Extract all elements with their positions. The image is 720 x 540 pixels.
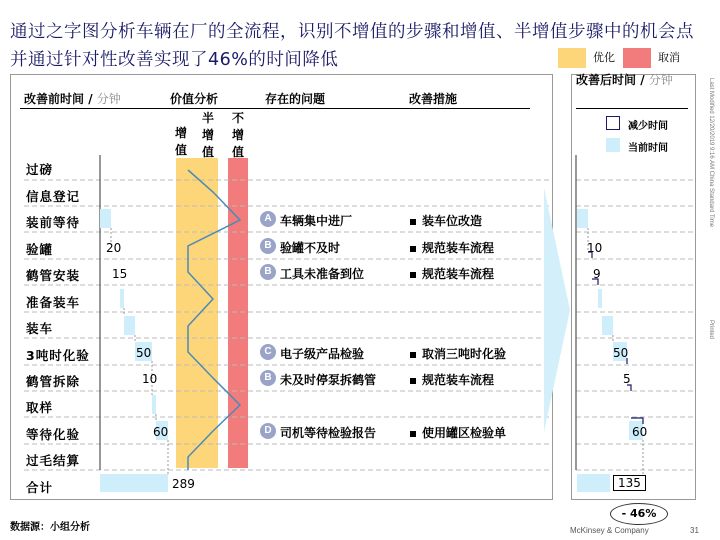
bullet-icon <box>410 219 416 225</box>
problem-text: 验罐不及时 <box>280 241 341 255</box>
transition-arrow <box>544 188 570 432</box>
before-value: 60 <box>153 425 169 439</box>
row-label: 等待化验 <box>26 427 81 442</box>
problem-marker: D <box>260 423 276 439</box>
problem-text: 未及时停泵拆鹤管 <box>280 373 377 387</box>
measure-text: 使用罐区检验单 <box>422 426 507 440</box>
before-total: 289 <box>172 477 195 491</box>
row-label: 验罐 <box>26 242 54 257</box>
after-value: 5 <box>623 372 631 386</box>
before-value: 50 <box>136 346 152 360</box>
problem-marker: B <box>260 238 276 254</box>
row-label: 过磅 <box>26 162 54 177</box>
measure-item <box>410 239 494 256</box>
source-note: 数据源：小组分析 <box>10 522 90 533</box>
side-note-modified: Last Modified 12/20/2019 9:16 AM China Standard Time <box>708 78 714 228</box>
header-problems: 存在的问题 <box>265 92 326 106</box>
row-label: 信息登记 <box>26 189 81 204</box>
row-label: 装前等待 <box>26 215 81 230</box>
problem-marker: A <box>260 211 276 227</box>
problem-marker: B <box>260 264 276 280</box>
row-label: 鹤管安装 <box>26 268 81 283</box>
legend-label-cancel: 取消 <box>658 51 680 64</box>
row-label: 装车 <box>26 321 54 336</box>
problem-text: 司机等待检验报告 <box>280 426 377 440</box>
header-after-time-label: 改善后时间 <box>576 73 637 87</box>
header-value-analysis: 价值分析 <box>170 92 219 106</box>
problem-text: 工具未准备到位 <box>280 267 365 281</box>
measure-item <box>410 345 506 362</box>
measure-item <box>410 212 482 229</box>
header-before-time-label: 改善前时间 <box>24 92 85 106</box>
problem-marker: C <box>260 344 276 360</box>
after-value: 9 <box>593 267 601 281</box>
before-value: 15 <box>112 267 128 281</box>
bullet-icon <box>410 246 416 252</box>
measure-text: 装车位改造 <box>422 214 483 228</box>
reduction-value: - 46% <box>621 507 657 520</box>
after-total: 135 <box>613 475 646 491</box>
measure-item <box>410 424 506 441</box>
legend-label-optimize: 优化 <box>593 51 615 64</box>
header-before-time-slash: / <box>84 92 97 106</box>
row-label: 鹤管拆除 <box>26 374 81 389</box>
reduction-badge <box>610 503 668 525</box>
row-label: 准备装车 <box>26 295 81 310</box>
header-after-time-unit: 分钟 <box>648 73 673 87</box>
measure-text: 规范装车流程 <box>422 267 495 281</box>
value-col-non: 不增值 <box>231 111 244 159</box>
header-after-time-slash: / <box>636 73 649 87</box>
bullet-icon <box>410 352 416 358</box>
after-legend-reduce-swatch <box>606 116 620 130</box>
footer-company: McKinsey & Company <box>570 526 649 535</box>
value-col-added: 增值 <box>174 126 187 157</box>
bullet-icon <box>410 431 416 437</box>
problem-text: 车辆集中进厂 <box>280 214 353 228</box>
row-label-total: 合计 <box>26 480 54 495</box>
value-zigzag-line <box>188 170 240 470</box>
row-label: 过毛结算 <box>26 453 81 468</box>
measure-item <box>410 371 494 388</box>
after-value: 50 <box>613 346 629 360</box>
after-value: 60 <box>632 425 648 439</box>
measure-text: 规范装车流程 <box>422 373 495 387</box>
after-value: 10 <box>587 241 603 255</box>
measure-item <box>410 265 494 282</box>
bullet-icon <box>410 378 416 384</box>
header-before-time-unit: 分钟 <box>96 92 121 106</box>
side-note-printed: Printed <box>708 320 714 340</box>
before-value: 20 <box>106 241 122 255</box>
footer-page-number: 31 <box>690 526 699 535</box>
before-value: 10 <box>142 372 158 386</box>
header-measures: 改善措施 <box>409 92 458 106</box>
problem-marker: B <box>260 370 276 386</box>
row-label: 3吨时化验 <box>26 348 90 363</box>
bullet-icon <box>410 272 416 278</box>
after-legend-current-label: 当前时间 <box>628 143 668 154</box>
after-legend-reduce-label: 减少时间 <box>628 121 668 132</box>
measure-text: 取消三吨时化验 <box>422 347 507 361</box>
problem-text: 电子级产品检验 <box>280 347 365 361</box>
row-label: 取样 <box>26 400 54 415</box>
value-col-semi: 半增值 <box>201 111 214 159</box>
page-title: 通过之字图分析车辆在厂的全流程，识别不增值的步骤和增值、半增值步骤中的机会点并通过针对性改善实现了46%的时间降低 <box>10 22 694 70</box>
after-legend-current-swatch <box>606 138 620 152</box>
measure-text: 规范装车流程 <box>422 241 495 255</box>
